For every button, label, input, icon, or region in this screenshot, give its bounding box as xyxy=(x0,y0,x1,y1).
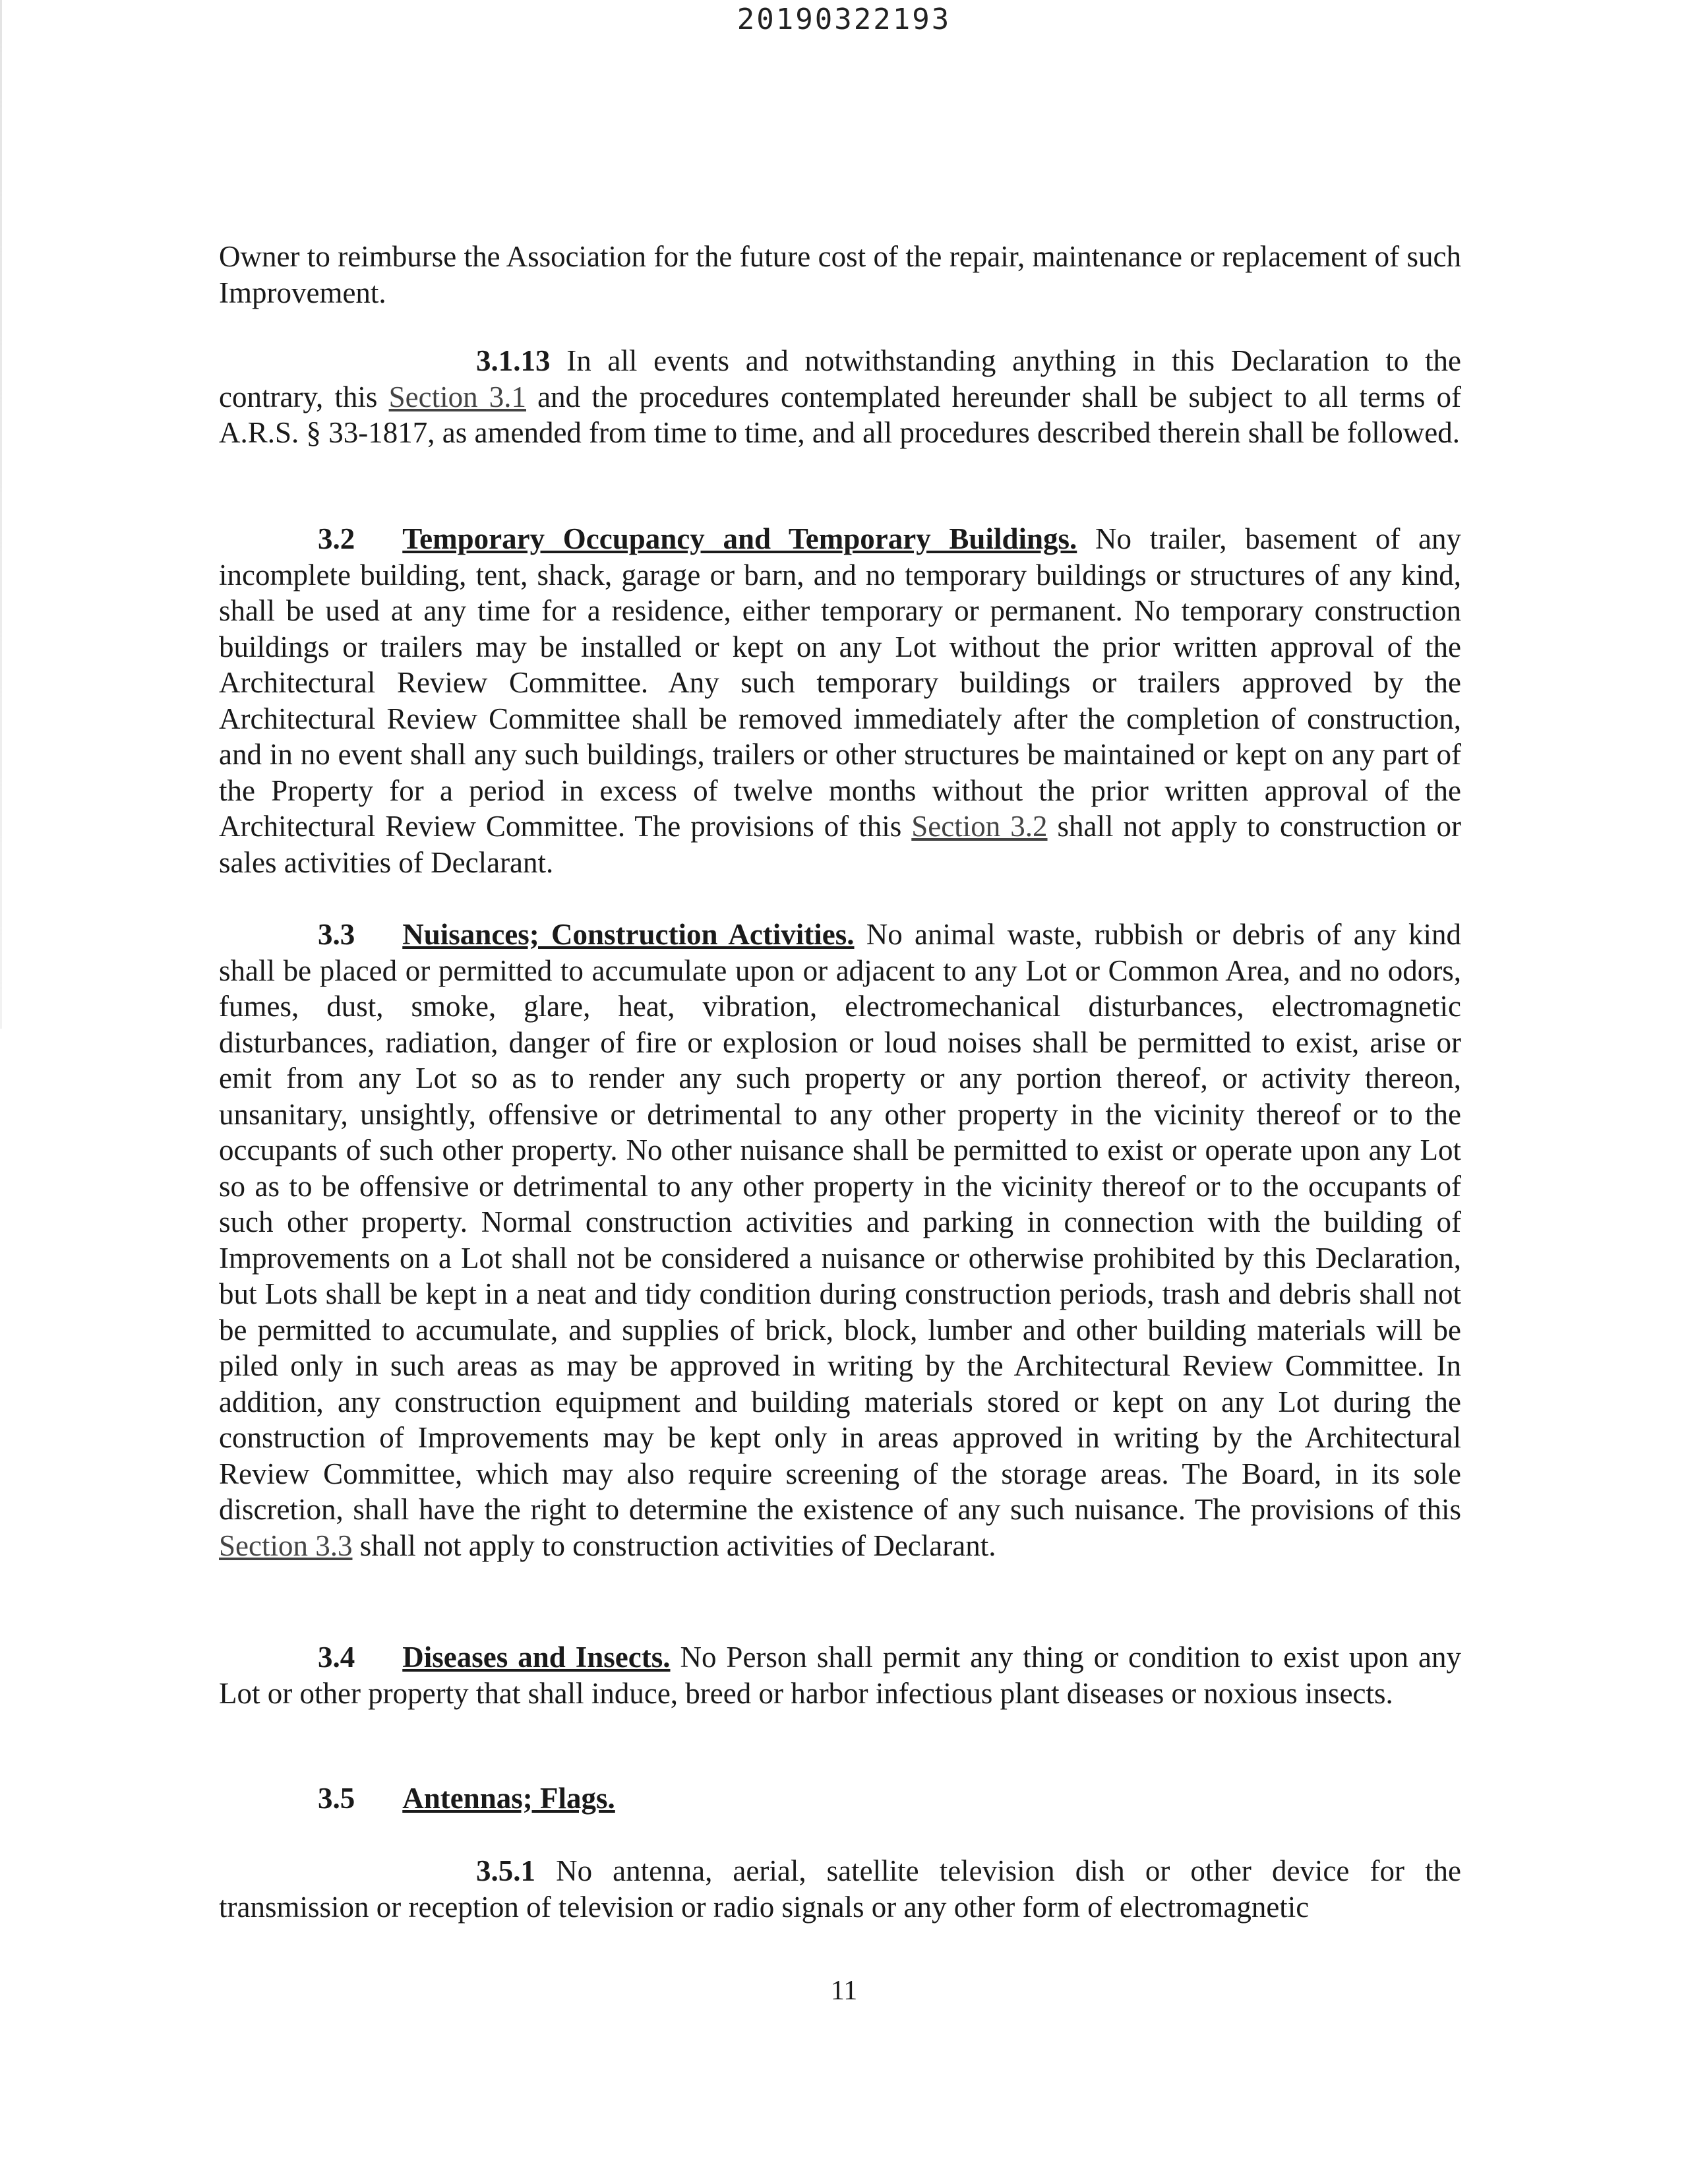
paragraph-continuation xyxy=(219,239,1461,311)
section-number: 3.5.1 xyxy=(476,1854,535,1887)
section-text: In all events and notwithstanding anything in this Declaration to the contrary, this xyxy=(219,344,1461,413)
section-text: No antenna, aerial, satellite television dish or other device for the transmission or reception of television or radio signals or any other form of electromagnetic xyxy=(219,1854,1461,1924)
section-text: and the procedures contemplated hereunder shall be subject to all terms of A.R.S. § 33-1817, as amended from time to time, and all procedures described therein shall be followed. xyxy=(219,380,1462,449)
scan-edge xyxy=(0,0,2,1029)
section-3-1-13 xyxy=(219,343,1461,451)
section-title: Antennas; Flags. xyxy=(402,1782,615,1815)
section-3-4 xyxy=(219,1639,1461,1711)
section-3-5-heading xyxy=(318,1780,615,1817)
section-3-3 xyxy=(219,917,1461,1563)
section-text: shall not apply to construction or sales activities of Declarant. xyxy=(219,810,1461,879)
recording-number: 20190322193 xyxy=(737,3,951,36)
section-3-2-link[interactable]: Section 3.2 xyxy=(911,810,1048,843)
section-text: No trailer, basement of any incomplete building, tent, shack, garage or barn, and no temporary buildings or structures of any kind, shall be used at any time for a residence, either temporary or permanent. No temporary construction buildings or trailers may be installed or kept on any Lot without the prior written approval of the Architectural Review Committee. Any such temporary buildings or trailers approved by the Architectural Review Committee shall be removed immediately after the completion of construction, and in no event shall any such buildings, trailers or other structures be maintained or kept on any part of the Property for a period in excess of twelve months without the prior written approval of the Architectural Review Committee. The provisions of this xyxy=(219,522,1461,843)
section-number: 3.3 xyxy=(318,918,355,951)
section-title: Diseases and Insects. xyxy=(402,1641,671,1674)
page-number: 11 xyxy=(830,1976,858,2006)
section-text: No Person shall permit any thing or condition to exist upon any Lot or other property that shall induce, breed or harbor infectious plant diseases or noxious insects. xyxy=(219,1641,1461,1710)
section-text: No animal waste, rubbish or debris of any kind shall be placed or permitted to accumulate upon or adjacent to any Lot or Common Area, and no odors, fumes, dust, smoke, glare, heat, vibration, electromechanical disturbances, electromagnetic disturbances, radiation, danger of fire or explosion or loud noises shall be permitted to exist, arise or emit from any Lot so as to render any such property or any portion thereof, or activity thereon, unsanitary, unsightly, offensive or detrimental to any other property in the vicinity thereof or to the occupants of such other property. No other nuisance shall be permitted to exist or operate upon any Lot so as to be offensive or detrimental to any other property in the vicinity thereof or to the occupants of such other property. Normal construction activities and parking in connection with the building of Improvements on a Lot shall not be considered a nuisance or otherwise prohibited by this Declaration, but Lots shall be kept in a neat and tidy condition during construction periods, trash and debris shall not be permitted to accumulate, and supplies of brick, block, lumber and other building materials will be piled only in such areas as may be approved in writing by the Architectural Review Committee. In addition, any construction equipment and building materials stored or kept on any Lot during the construction of Improvements may be kept only in areas approved in writing by the Architectural Review Committee, which may also require screening of the storage areas. The Board, in its sole discretion, shall have the right to determine the existence of any such nuisance. The provisions of this xyxy=(219,918,1461,1526)
section-title: Nuisances; Construction Activities. xyxy=(402,918,855,951)
section-number: 3.5 xyxy=(318,1782,355,1815)
section-number: 3.2 xyxy=(318,522,355,555)
section-number: 3.1.13 xyxy=(476,344,551,377)
section-3-1-link[interactable]: Section 3.1 xyxy=(388,380,527,413)
section-text: shall not apply to construction activities of Declarant. xyxy=(352,1529,996,1562)
section-title: Temporary Occupancy and Temporary Buildings. xyxy=(402,522,1077,555)
section-number: 3.4 xyxy=(318,1641,355,1674)
section-3-5-1 xyxy=(219,1853,1461,1925)
section-3-3-link[interactable]: Section 3.3 xyxy=(219,1529,353,1562)
paragraph-text: Owner to reimburse the Association for the future cost of the repair, maintenance or replacement of such Improvement. xyxy=(219,240,1461,309)
section-3-2 xyxy=(219,521,1461,880)
